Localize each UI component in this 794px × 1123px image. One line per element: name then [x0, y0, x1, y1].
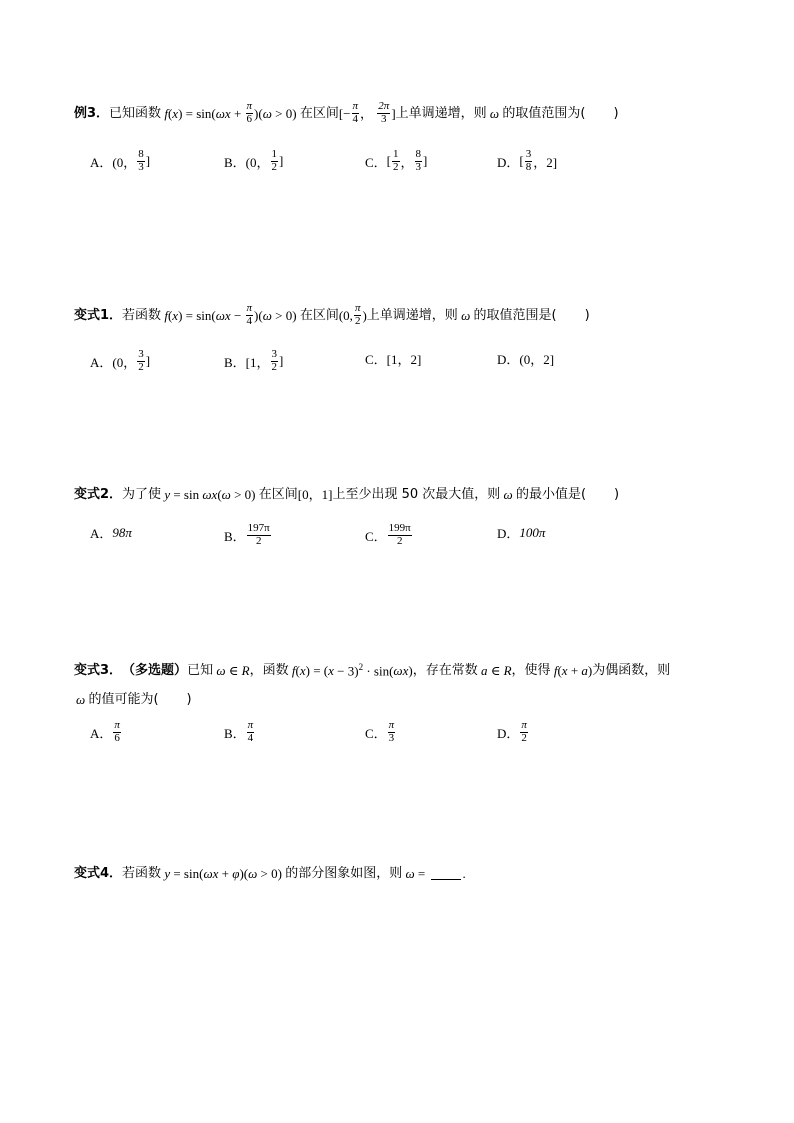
option-b[interactable]: B． $\frac{\pi}{4}$	[224, 719, 254, 744]
interval: [0，1]	[297, 487, 333, 502]
stem-text: )	[584, 307, 590, 323]
option-d[interactable]: D． $\frac{\pi}{2}$	[497, 719, 527, 744]
stem-text: 已知函数	[109, 105, 162, 121]
stem-text: 的最小值是(	[515, 487, 587, 502]
stem-text: 的取值范围为(	[502, 105, 586, 121]
answer-options	[74, 523, 734, 551]
answer-options	[74, 349, 734, 377]
stem-text: ，函数	[249, 662, 289, 678]
stem-text: 若函数	[122, 307, 162, 323]
question-variant-1	[74, 303, 734, 377]
stem-text: ，存在常数	[412, 662, 478, 678]
question-label: 变式4．	[74, 866, 123, 881]
answer-options	[74, 149, 734, 177]
fraction: $\frac{\pi}{4}$	[352, 100, 359, 125]
question-stem: 变式4． 若函数 y = sin( ωx + φ )( ω > 0) 的部分图象如图，则 ω = .	[74, 866, 466, 881]
answer-blank[interactable]	[431, 867, 461, 880]
question-variant-4	[74, 867, 734, 880]
stem-text: )	[614, 487, 620, 502]
option-c[interactable]: C． [1，2]	[365, 352, 422, 368]
option-a[interactable]: A． $\frac{\pi}{6}$	[90, 719, 120, 744]
option-a[interactable]: A． (0， $\frac{3}{2}$ ]	[90, 348, 151, 373]
question-variant-2	[74, 488, 734, 551]
multi-choice-tag: （多选题）	[122, 662, 188, 678]
question-stem: 变式3． （多选题） 已知 ω ∈ R ，函数 f ( x ) = ( x − 3)$^2$ · sin( ωx ) ，存在常数 a ∈ R ，使得 f ( x + a ) 为偶函数，则	[74, 662, 671, 679]
option-a[interactable]: A． (0， $\frac{8}{3}$ ]	[90, 148, 151, 173]
question-variant-3	[74, 663, 734, 748]
stem-text: 的取值范围是(	[473, 307, 557, 323]
stem-text: .	[462, 866, 466, 881]
question-label: 变式3．	[74, 662, 123, 678]
option-b[interactable]: B． $\frac{197\pi}{2}$	[224, 522, 270, 547]
stem-text: )	[186, 692, 192, 708]
stem-text: 上至少出现 50 次最大值，则	[332, 487, 501, 502]
stem-text: )	[613, 105, 619, 121]
question-stem: 变式2． 为了使 y = sin ωx ( ω > 0) 在区间 [0，1] 上至少出现 50 次最大值，则 ω 的最小值是( )	[74, 487, 620, 502]
stem-text: 为了使	[122, 487, 162, 502]
stem-text: 为偶函数，则	[592, 662, 671, 678]
option-c[interactable]: C． $\frac{\pi}{3}$	[365, 719, 395, 744]
fraction: $\frac{2\pi}{3}$	[378, 100, 390, 125]
question-stem: 变式1． 若函数 f ( x ) = sin( ωx − $\frac{\pi}{4}$ )( ω > 0) 在区间 (0, $\frac{\pi}{2}$ ) 上单调递增，则 ω 的取值范围是( )	[74, 302, 590, 327]
stem-text: ，使得	[511, 662, 551, 678]
stem-text: 若函数	[122, 866, 162, 881]
option-c[interactable]: C． $\frac{199\pi}{2}$	[365, 522, 411, 547]
question-label: 例3．	[74, 105, 110, 121]
question-stem: 例3． 已知函数 f ( x ) = sin( ωx + $\frac{\pi}{6}$ )( ω > 0) 在区间 [− $\frac{\pi}{4}$ ， $\frac{2\pi}{3}$ ] 上单调递增，则 ω 的取值范围为( )	[74, 100, 619, 125]
stem-text: 已知	[187, 662, 214, 678]
question-example-3	[74, 101, 734, 177]
option-d[interactable]: D． 100π	[497, 524, 546, 541]
question-stem-line-2: ω 的值可能为( )	[76, 692, 192, 708]
stem-text: 的部分图象如图，则	[285, 866, 403, 881]
stem-text: 在区间	[299, 307, 339, 323]
stem-text: 的值可能为(	[88, 692, 159, 708]
option-a[interactable]: A． 98π	[90, 524, 132, 541]
question-label: 变式2．	[74, 487, 123, 502]
option-b[interactable]: B． (0， $\frac{1}{2}$ ]	[224, 148, 284, 173]
stem-text: 在区间	[258, 487, 298, 502]
stem-text: 上单调递增，则	[366, 307, 458, 323]
stem-text: 上单调递增，则	[395, 105, 487, 121]
option-b[interactable]: B． [1， $\frac{3}{2}$ ]	[224, 348, 284, 373]
option-c[interactable]: C． [ $\frac{1}{2}$ ， $\frac{8}{3}$ ]	[365, 148, 428, 173]
stem-text: 在区间	[299, 105, 339, 121]
option-d[interactable]: D． [ $\frac{3}{8}$ ，2]	[497, 148, 558, 173]
question-label: 变式1．	[74, 307, 123, 323]
answer-options	[74, 720, 734, 748]
option-d[interactable]: D． (0，2]	[497, 352, 555, 368]
fraction: $\frac{\pi}{6}$	[246, 100, 253, 125]
